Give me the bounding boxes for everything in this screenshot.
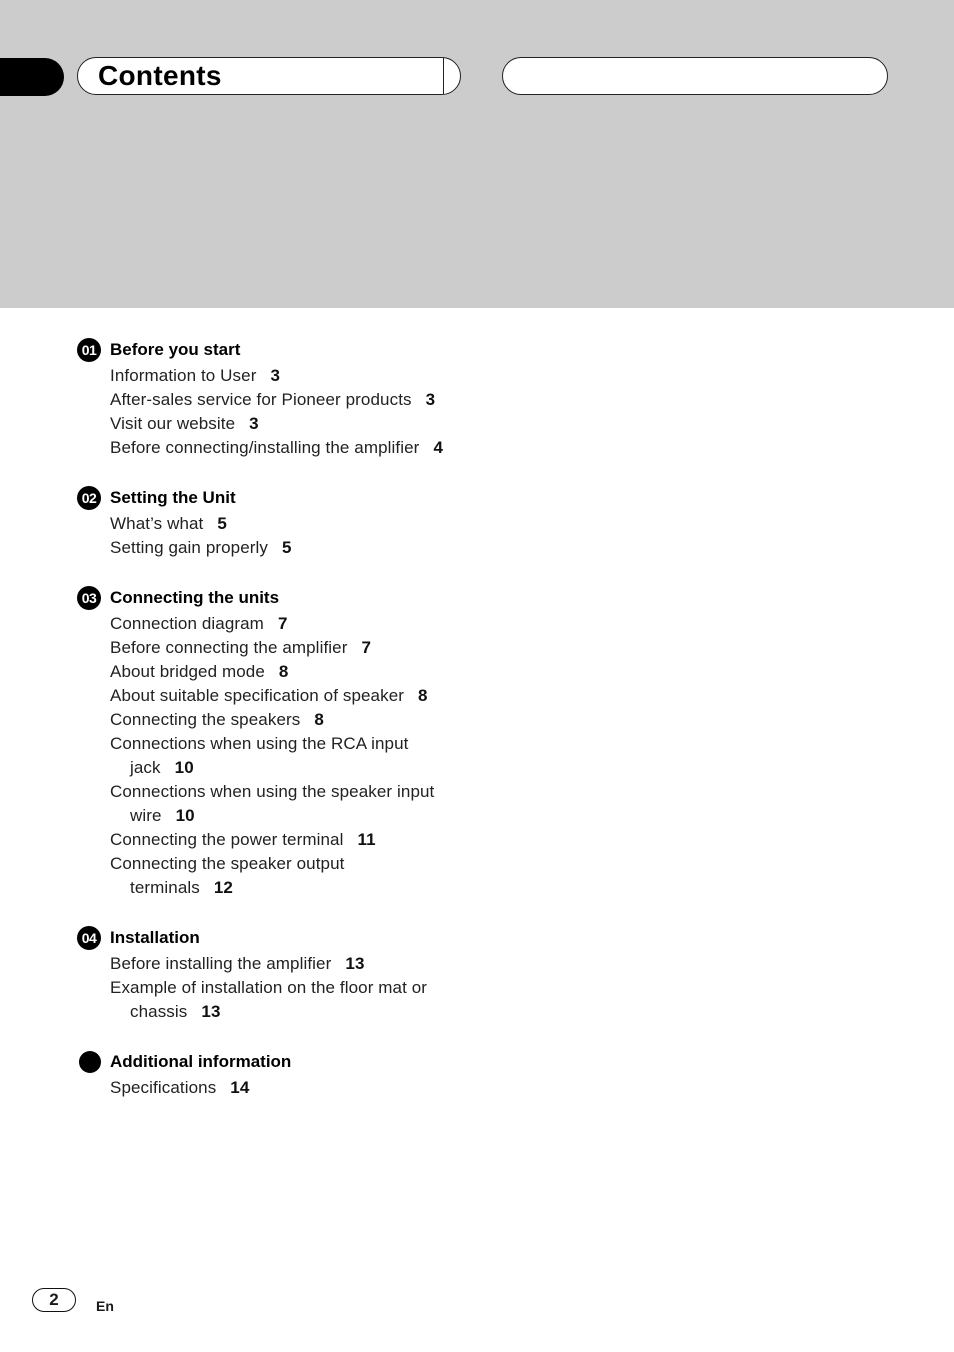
toc-entry[interactable] xyxy=(110,976,577,1024)
toc-entry[interactable] xyxy=(110,732,577,780)
entry-page-number: 3 xyxy=(270,366,281,385)
section-entries xyxy=(110,952,577,1024)
entry-text: Connecting the speaker output xyxy=(110,854,345,873)
toc-entry[interactable] xyxy=(110,512,577,536)
toc-entry[interactable] xyxy=(110,852,577,900)
entry-page-number: 12 xyxy=(213,878,233,897)
entry-text: What’s what xyxy=(110,514,204,533)
toc-entry[interactable] xyxy=(110,952,577,976)
section-heading xyxy=(77,926,577,950)
entry-text: Connecting the power terminal xyxy=(110,830,344,849)
entry-continuation-text: terminals xyxy=(130,878,200,897)
toc-entry[interactable] xyxy=(110,636,577,660)
section-number-badge xyxy=(79,1051,101,1073)
section-entries xyxy=(110,364,577,460)
toc-entry[interactable] xyxy=(110,612,577,636)
toc-section xyxy=(77,926,577,1024)
entry-text: Information to User xyxy=(110,366,257,385)
section-entries xyxy=(110,1076,577,1100)
entry-page-number: 14 xyxy=(230,1078,250,1097)
entry-page-number: 5 xyxy=(282,538,292,557)
toc-entry[interactable] xyxy=(110,780,577,828)
entry-page-number: 10 xyxy=(174,758,194,777)
entry-continuation xyxy=(110,876,577,900)
entry-text: Before installing the amplifier xyxy=(110,954,332,973)
entry-text: Before connecting the amplifier xyxy=(110,638,348,657)
entry-page-number: 13 xyxy=(345,954,365,973)
entry-text: About suitable specification of speaker xyxy=(110,686,405,705)
entry-text: About bridged mode xyxy=(110,662,265,681)
entry-page-number: 8 xyxy=(314,710,324,729)
entry-page-number: 7 xyxy=(277,614,288,633)
entry-text: Connections when using the speaker input xyxy=(110,782,435,801)
entry-text: Connecting the speakers xyxy=(110,710,301,729)
toc-entry[interactable] xyxy=(110,388,577,412)
page-title: Contents xyxy=(98,60,222,91)
toc-entry[interactable] xyxy=(110,412,577,436)
entry-page-number: 13 xyxy=(201,1002,221,1021)
section-number-badge: 02 xyxy=(77,486,101,510)
entry-text: Setting gain properly xyxy=(110,538,269,557)
language-label: En xyxy=(96,1298,114,1314)
section-title: Setting the Unit xyxy=(110,488,236,507)
toc-entry[interactable] xyxy=(110,708,577,732)
entry-text: Connection diagram xyxy=(110,614,264,633)
section-number-badge: 01 xyxy=(77,338,101,362)
section-title: Additional information xyxy=(110,1052,292,1071)
entry-continuation-text: chassis xyxy=(130,1002,188,1021)
section-heading xyxy=(77,486,577,510)
section-heading xyxy=(77,338,577,362)
entry-page-number: 8 xyxy=(278,662,289,681)
entry-text: Visit our website xyxy=(110,414,236,433)
entry-page-number: 3 xyxy=(249,414,259,433)
entry-text: Connections when using the RCA input xyxy=(110,734,409,753)
toc-section xyxy=(77,1050,577,1100)
section-title: Before you start xyxy=(110,340,241,359)
toc-section xyxy=(77,486,577,560)
toc-entry[interactable] xyxy=(110,436,577,460)
subtitle-box xyxy=(502,57,888,95)
entry-text: After-sales service for Pioneer products xyxy=(110,390,412,409)
page-number: 2 xyxy=(32,1288,76,1312)
entry-continuation xyxy=(110,756,577,780)
header-band xyxy=(0,0,954,308)
entry-page-number: 8 xyxy=(418,686,428,705)
entry-continuation-text: jack xyxy=(130,758,161,777)
entry-page-number: 11 xyxy=(357,830,376,849)
entry-page-number: 10 xyxy=(175,806,195,825)
title-box xyxy=(77,57,461,95)
entry-page-number: 3 xyxy=(425,390,436,409)
toc-section xyxy=(77,586,577,900)
section-number-badge: 04 xyxy=(77,926,101,950)
entry-text: Specifications xyxy=(110,1078,217,1097)
table-of-contents xyxy=(77,338,577,1126)
section-number-badge: 03 xyxy=(77,586,101,610)
toc-entry[interactable] xyxy=(110,536,577,560)
entry-text: Before connecting/installing the amplifier xyxy=(110,438,420,457)
entry-continuation-text: wire xyxy=(130,806,162,825)
toc-section xyxy=(77,338,577,460)
toc-entry[interactable] xyxy=(110,1076,577,1100)
toc-entry[interactable] xyxy=(110,660,577,684)
section-heading xyxy=(77,586,577,610)
chapter-tab xyxy=(0,58,64,96)
entry-page-number: 5 xyxy=(217,514,227,533)
entry-page-number: 4 xyxy=(433,438,443,457)
entry-page-number: 7 xyxy=(361,638,372,657)
toc-entry[interactable] xyxy=(110,364,577,388)
section-title: Installation xyxy=(110,928,200,947)
entry-text: Example of installation on the floor mat or xyxy=(110,978,428,997)
toc-entry[interactable] xyxy=(110,684,577,708)
section-entries xyxy=(110,612,577,900)
title-box-divider xyxy=(443,58,444,94)
toc-entry[interactable] xyxy=(110,828,577,852)
section-heading xyxy=(77,1050,577,1074)
entry-continuation xyxy=(110,804,577,828)
section-title: Connecting the units xyxy=(110,588,280,607)
entry-continuation xyxy=(110,1000,577,1024)
section-entries xyxy=(110,512,577,560)
